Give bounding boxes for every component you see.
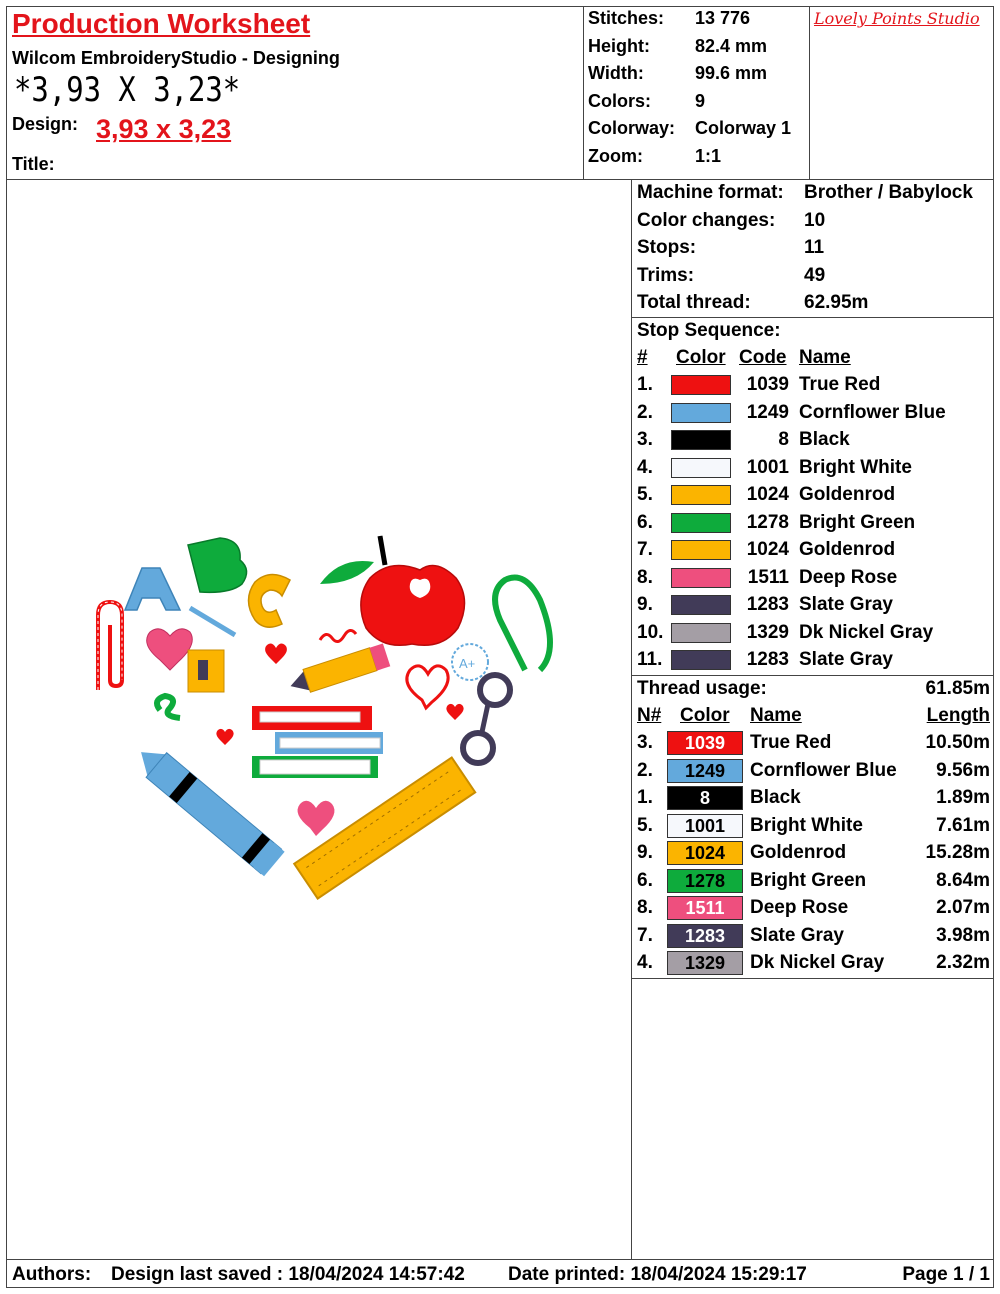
machine-value: 11: [804, 237, 825, 258]
thread-color-badge: 1249: [667, 759, 743, 783]
design-value: 3,93 x 3,23: [96, 114, 232, 144]
stop-color-swatch: [671, 485, 731, 505]
thread-name: Black: [750, 787, 801, 808]
machine-value: Brother / Babylock: [804, 182, 973, 203]
stat-value: Colorway 1: [695, 118, 792, 139]
stop-name: Slate Gray: [799, 649, 893, 670]
thread-length: 10.50m: [925, 732, 990, 753]
stop-row-number: 9.: [637, 594, 653, 615]
stop-color-swatch: [671, 650, 731, 670]
thread-length: 9.56m: [936, 759, 990, 781]
thread-row-number: 6.: [637, 869, 653, 891]
machine-label: Machine format:: [637, 182, 784, 203]
thread-color-badge: 1024: [667, 841, 743, 865]
thread-usage-total: 61.85m: [925, 678, 990, 699]
thread-row-number: 8.: [637, 897, 653, 918]
footer-authors-label: Authors:: [12, 1264, 92, 1285]
stop-row-number: 6.: [637, 511, 653, 533]
thread-col-num: N#: [637, 705, 662, 726]
stop-name: Goldenrod: [799, 484, 896, 505]
thread-color-badge: 1283: [667, 924, 743, 948]
stop-name: Black: [799, 429, 850, 450]
stop-color-swatch: [671, 540, 731, 560]
thread-row-number: 5.: [637, 814, 653, 836]
thread-length: 7.61m: [936, 814, 990, 836]
thread-name: Goldenrod: [750, 842, 847, 863]
stop-row-number: 1.: [637, 374, 653, 395]
stop-code: 8: [778, 429, 789, 450]
thread-divider: [631, 978, 994, 979]
machine-label: Trims:: [637, 264, 695, 286]
footer-date-printed: Date printed: 18/04/2024 15:29:17: [508, 1264, 807, 1285]
header-col-divider-1: [583, 6, 584, 180]
stop-code: 1249: [746, 401, 789, 423]
stop-col-num: #: [637, 347, 648, 368]
title-label: Title:: [12, 154, 55, 174]
stop-color-swatch: [671, 375, 731, 395]
thread-name: Slate Gray: [750, 924, 844, 946]
stop-code: 1001: [746, 456, 789, 478]
footer-divider: [6, 1259, 994, 1260]
stop-name: True Red: [799, 374, 881, 395]
machine-value: 10: [804, 209, 826, 231]
stop-code: 1283: [746, 649, 789, 670]
thread-length: 2.32m: [936, 952, 990, 973]
stop-name: Bright White: [799, 456, 912, 478]
stat-label: Colors:: [588, 90, 651, 111]
thread-row-number: 4.: [637, 952, 653, 973]
header-divider: [6, 179, 994, 180]
footer-page-number: Page 1 / 1: [902, 1264, 990, 1285]
thread-length: 3.98m: [936, 924, 990, 946]
stat-label: Stitches:: [588, 8, 665, 28]
stat-value: 1:1: [695, 146, 722, 166]
thread-row-number: 9.: [637, 842, 653, 863]
stop-row-number: 11.: [637, 649, 663, 670]
thread-col-color: Color: [680, 705, 730, 726]
stop-row-number: 2.: [637, 401, 653, 423]
stop-name: Cornflower Blue: [799, 401, 946, 423]
software-name: Wilcom EmbroideryStudio - Designing: [12, 48, 340, 68]
thread-row-number: 2.: [637, 759, 653, 781]
stop-row-number: 10.: [637, 621, 664, 643]
stop-code: 1511: [747, 566, 789, 588]
stop-color-swatch: [671, 623, 731, 643]
stat-label: Zoom:: [588, 146, 643, 166]
thread-name: Cornflower Blue: [750, 759, 897, 781]
thread-col-name: Name: [750, 705, 802, 726]
stat-value: 99.6 mm: [695, 63, 768, 84]
stop-color-swatch: [671, 568, 731, 588]
thread-usage-heading: Thread usage:: [637, 678, 767, 699]
design-preview-image: [70, 520, 560, 915]
thread-length: 1.89m: [936, 787, 990, 808]
brand-logo: Lovely Points Studio: [814, 9, 980, 28]
machine-value: 62.95m: [804, 292, 869, 313]
machine-label: Total thread:: [637, 292, 751, 313]
thread-name: Bright Green: [750, 869, 867, 891]
stop-name: Goldenrod: [799, 539, 896, 560]
thread-color-badge: 1001: [667, 814, 743, 838]
page-title: Production Worksheet: [12, 8, 311, 39]
thread-length: 15.28m: [925, 842, 990, 863]
thread-color-badge: 1329: [667, 951, 743, 975]
thread-length: 2.07m: [936, 897, 990, 918]
stop-code: 1039: [746, 374, 789, 395]
main-col-divider: [631, 179, 632, 1260]
stop-name: Slate Gray: [799, 594, 893, 615]
machine-value: 49: [804, 264, 826, 286]
stop-color-swatch: [671, 430, 731, 450]
stat-value: 9: [695, 90, 706, 111]
thread-color-badge: 1278: [667, 869, 743, 893]
thread-color-badge: 1039: [667, 731, 743, 755]
stop-color-swatch: [671, 513, 731, 533]
header-col-divider-2: [809, 6, 810, 180]
stop-name: Deep Rose: [799, 566, 898, 588]
stop-code: 1024: [746, 484, 789, 505]
thread-col-length: Length: [926, 705, 990, 726]
stat-label: Width:: [588, 63, 644, 84]
stop-name: Dk Nickel Gray: [799, 621, 934, 643]
stop-divider: [631, 675, 994, 676]
stat-label: Height:: [588, 35, 650, 56]
stop-col-code: Code: [739, 347, 787, 368]
machine-divider: [631, 317, 994, 318]
thread-color-badge: 1511: [667, 896, 743, 920]
stop-row-number: 8.: [637, 566, 653, 588]
size-caption: *3,93 X 3,23*: [14, 70, 241, 110]
thread-row-number: 3.: [637, 732, 653, 753]
thread-name: Bright White: [750, 814, 863, 836]
stop-color-swatch: [671, 595, 731, 615]
stop-color-swatch: [671, 403, 731, 423]
thread-name: Dk Nickel Gray: [750, 952, 885, 973]
svg-text:A+: A+: [459, 656, 476, 671]
stop-col-name: Name: [799, 347, 851, 368]
machine-label: Color changes:: [637, 209, 776, 231]
design-label: Design:: [12, 114, 79, 134]
thread-row-number: 1.: [637, 787, 653, 808]
stat-value: 82.4 mm: [695, 35, 768, 56]
stop-code: 1329: [746, 621, 789, 643]
stat-value: 13 776: [695, 8, 751, 28]
stop-code: 1278: [746, 511, 789, 533]
stop-sequence-heading: Stop Sequence:: [637, 320, 781, 341]
thread-color-badge: 8: [667, 786, 743, 810]
stop-name: Bright Green: [799, 511, 916, 533]
stat-label: Colorway:: [588, 118, 676, 139]
stop-row-number: 4.: [637, 456, 653, 478]
stop-color-swatch: [671, 458, 731, 478]
machine-label: Stops:: [637, 237, 697, 258]
thread-length: 8.64m: [936, 869, 990, 891]
stop-code: 1024: [746, 539, 789, 560]
stop-row-number: 7.: [637, 539, 653, 560]
thread-name: Deep Rose: [750, 897, 849, 918]
stop-row-number: 5.: [637, 484, 653, 505]
footer-last-saved: Design last saved : 18/04/2024 14:57:42: [111, 1264, 465, 1285]
stop-code: 1283: [746, 594, 789, 615]
stop-row-number: 3.: [637, 429, 653, 450]
thread-row-number: 7.: [637, 924, 653, 946]
stop-col-color: Color: [676, 347, 726, 368]
thread-name: True Red: [750, 732, 832, 753]
